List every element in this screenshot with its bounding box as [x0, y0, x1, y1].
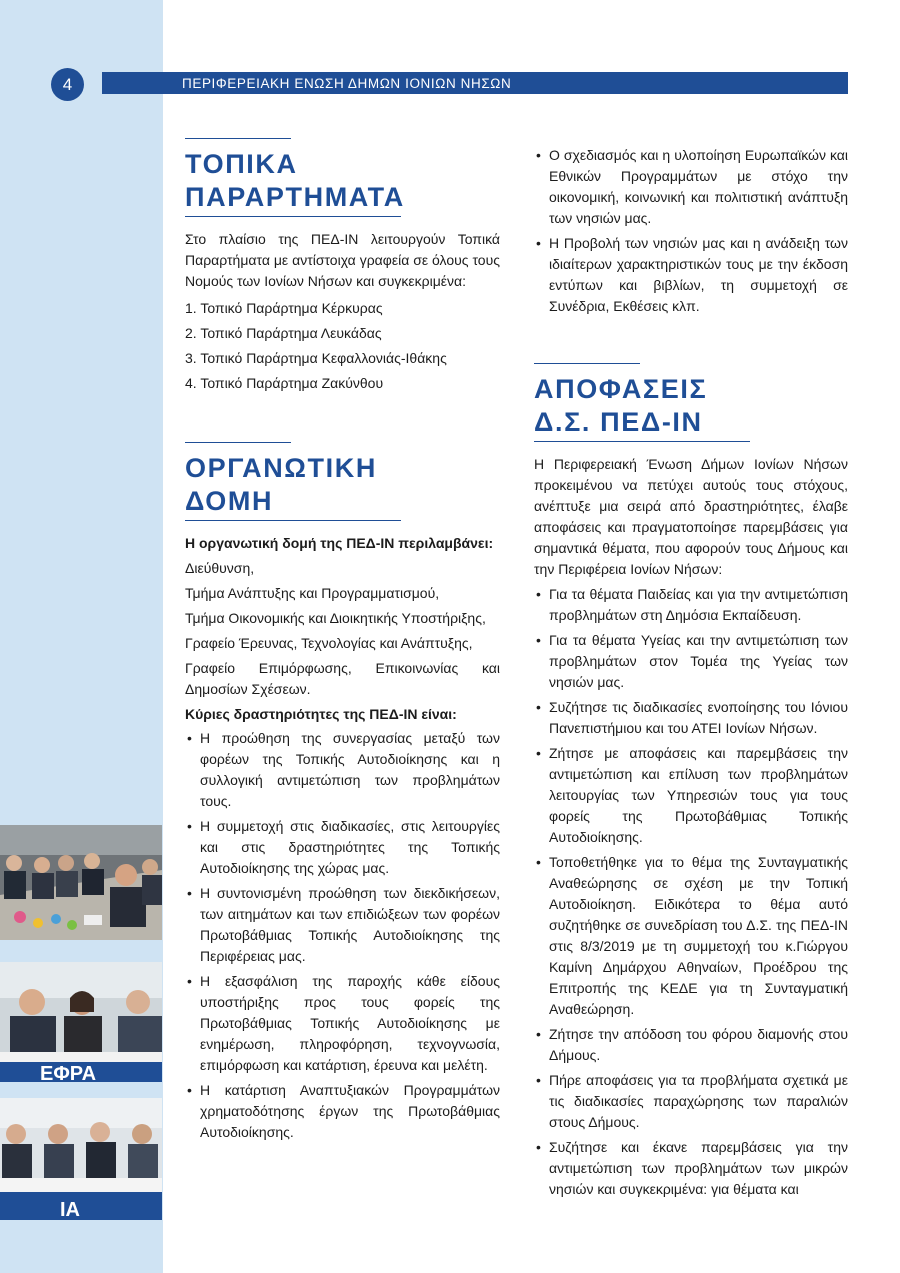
list-item: 2. Τοπικό Παράρτημα Λευκάδας — [185, 325, 382, 341]
list-item: • Πήρε αποφάσεις για τα προβλήματα σχετικά με τις διαδικασίες παραχώρησης των παραλιών στους Δήμους. — [534, 1070, 848, 1133]
org-heading: ΟΡΓΑΝΩΤΙΚΗ ΔΟΜΗ — [185, 442, 500, 521]
side-band — [0, 0, 163, 1273]
list-item: • Τοποθετήθηκε για το θέμα της Συνταγματικής Αναθεώρησης σε σχέση με την Τοπική Αυτοδιοίκηση. Ειδικότερα το θέμα αυτό συζητήθηκε σε συνεδρίαση του Δ.Σ. της ΠΕΔ-ΙΝ στις 8/3/2019 με τη συμμετοχή του κ.Γιώργου Καμίνη Δημάρχου Αθηναίων, Προέδρου της Επιτροπής της ΚΕΔΕ για τη Συνταγματική Αναθεώρηση. — [534, 852, 848, 1020]
list-item: • Ζήτησε την απόδοση του φόρου διαμονής στου Δήμους. — [534, 1024, 848, 1066]
decisions-intro: Η Περιφερειακή Ένωση Δήμων Ιονίων Νήσων προκειμένου να πετύχει αυτούς τους στόχους, ανέπτυξε μια σειρά από δραστηριότητες, έλαβε αποφάσεις και πραγματοποίησε παρεμβάσεις για σημαντικά θέματα, που αφορούν τους Δήμους και την Περιφέρεια Ιονίων Νήσων: — [534, 456, 848, 577]
list-item: • Ο σχεδιασμός και η υλοποίηση Ευρωπαϊκών και Εθνικών Προγραμμάτων με στόχο την οικονομική, κοινωνική και πολιτιστική ανάπτυξη των νησιών μας. — [534, 145, 848, 229]
list-item: • Η Προβολή των νησιών μας και η ανάδειξη των ιδιαίτερων χαρακτηριστικών τους με την έκδοση εντύπων και βιβλίων, τη συμμετοχή σε Συνέδρια, Εκθέσεις κλπ. — [534, 233, 848, 317]
activities-lead: Κύριες δραστηριότητες της ΠΕΔ-ΙΝ είναι: — [185, 706, 457, 722]
org-unit: Τμήμα Οικονομικής και Διοικητικής Υποστήριξης, — [185, 610, 486, 626]
activities-list — [185, 728, 500, 1143]
header-bar — [102, 72, 848, 94]
decisions-list — [534, 584, 848, 1200]
org-unit: Διεύθυνση, — [185, 560, 255, 576]
activities-list-continued — [534, 145, 848, 317]
svg-text:ΙΑ: ΙΑ — [60, 1199, 80, 1220]
svg-text:ΕΦΡΑ: ΕΦΡΑ — [40, 1063, 97, 1082]
branches-heading: ΤΟΠΙΚΑ ΠΑΡΑΡΤΗΜΑΤΑ — [185, 138, 500, 217]
list-item: 3. Τοπικό Παράρτημα Κεφαλλονιάς-Ιθάκης — [185, 350, 447, 366]
list-item: • Συζήτησε και έκανε παρεμβάσεις για την αντιμετώπιση των προβλημάτων των μικρών νησιών και συγκεκριμένα: για θέματα και — [534, 1137, 848, 1200]
list-item: • Η εξασφάλιση της παροχής κάθε είδους υποστήριξης προς τους φορείς της Πρωτοβάθμιας Τοπικής Αυτοδιοίκησης με ενημέρωση, πληροφόρηση, τεχνογνωσία, επιμόρφωση και κατάρτιση, έρευνα και μελέτη. — [185, 971, 500, 1076]
page-number: 4 — [51, 68, 84, 101]
list-item: • Ζήτησε με αποφάσεις και παρεμβάσεις την αντιμετώπιση και επίλυση των προβλημάτων λειτουργίας των Υπηρεσιών τους για τους φορείς της Πρωτοβάθμιας Τοπικής Αυτοδιοίκησης. — [534, 743, 848, 848]
org-unit: Γραφείο Έρευνας, Τεχνολογίας και Ανάπτυξης, — [185, 635, 473, 651]
list-item: 4. Τοπικό Παράρτημα Ζακύνθου — [185, 375, 384, 391]
right-column — [534, 145, 848, 1204]
list-item: • Η προώθηση της συνεργασίας μεταξύ των φορέων της Τοπικής Αυτοδιοίκησης και η συλλογική αντιμετώπιση των προβλημάτων τους. — [185, 728, 500, 812]
meeting-photo-3 — [0, 1098, 162, 1220]
list-item: 1. Τοπικό Παράρτημα Κέρκυρας — [185, 300, 383, 316]
list-item: • Για τα θέματα Παιδείας και για την αντιμετώπιση προβλημάτων στη Δημόσια Εκπαίδευση. — [534, 584, 848, 626]
decisions-heading: ΑΠΟΦΑΣΕΙΣ Δ.Σ. ΠΕΔ-ΙΝ — [534, 363, 848, 442]
org-unit: Τμήμα Ανάπτυξης και Προγραμματισμού, — [185, 585, 440, 601]
left-column — [185, 138, 500, 1147]
org-unit: Γραφείο Επιμόρφωσης, Επικοινωνίας και Δημοσίων Σχέσεων. — [185, 660, 500, 697]
meeting-photo-2 — [0, 962, 162, 1082]
list-item: • Η κατάρτιση Αναπτυξιακών Προγραμμάτων χρηματοδότησης έργων της Πρωτοβάθμιας Αυτοδιοίκησης. — [185, 1080, 500, 1143]
header-title: ΠΕΡΙΦΕΡΕΙΑΚΗ ΕΝΩΣΗ ΔΗΜΩΝ ΙΟΝΙΩΝ ΝΗΣΩΝ — [182, 76, 512, 91]
org-lead: Η οργανωτική δομή της ΠΕΔ-ΙΝ περιλαμβάνει: — [185, 535, 494, 551]
list-item: • Η συμμετοχή στις διαδικασίες, στις λειτουργίες και στις δραστηριότητες της Τοπικής Αυτοδιοίκησης της χώρας μας. — [185, 816, 500, 879]
list-item: • Η συντονισμένη προώθηση των διεκδικήσεων, των αιτημάτων και των επιδιώξεων των φορέων Πρωτοβάθμιας Τοπικής Αυτοδιοίκησης της Περιφέρειας μας. — [185, 883, 500, 967]
branches-intro: Στο πλαίσιο της ΠΕΔ-ΙΝ λειτουργούν Τοπικά Παραρτήματα με αντίστοιχα γραφεία σε όλους τους Νομούς των Ιονίων Νήσων και συγκεκριμένα: — [185, 231, 500, 289]
meeting-photo-1 — [0, 825, 162, 940]
branches-list — [185, 298, 500, 394]
list-item: • Για τα θέματα Υγείας και την αντιμετώπιση των προβλημάτων στον Τομέα της Υγείας των νησιών μας. — [534, 630, 848, 693]
list-item: • Συζήτησε τις διαδικασίες ενοποίησης του Ιόνιου Πανεπιστήμιου και του ΑΤΕΙ Ιονίων Νήσων. — [534, 697, 848, 739]
